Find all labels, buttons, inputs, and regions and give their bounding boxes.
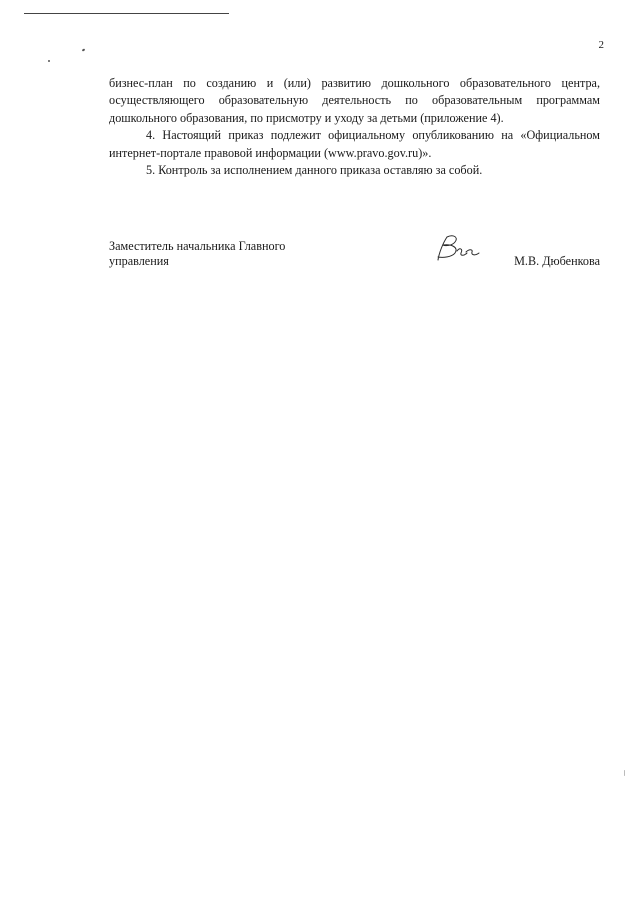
- signatory-position-line-1: Заместитель начальника Главного: [109, 239, 286, 253]
- page-number: 2: [598, 39, 604, 51]
- scan-artifact: [624, 770, 625, 776]
- signature-block: [109, 239, 600, 279]
- signatory-position-line-2: управления: [109, 254, 169, 268]
- paragraph-item-5: 5. Контроль за исполнением данного приказа оставляю за собой.: [146, 163, 483, 178]
- scan-artifact: [48, 60, 50, 62]
- paragraph-item-4: 4. Настоящий приказ подлежит официальному опубликованию на «Официальном интернет-портале правовой информации (www.pravo.gov.ru)».: [109, 128, 600, 160]
- header-rule: [24, 13, 229, 14]
- document-body: [109, 75, 600, 179]
- scan-artifact: [82, 48, 86, 51]
- paragraph-continuation: бизнес-план по созданию и (или) развитию дошкольного образовательного центра, осуществляющего образовательную деятельность по образовательным программам дошкольного образования, по присмотру и уходу за детьми (приложение 4).: [109, 76, 600, 125]
- signatory-position: [109, 239, 285, 269]
- signatory-name: М.В. Дюбенкова: [514, 254, 600, 268]
- handwritten-signature-icon: [433, 231, 483, 265]
